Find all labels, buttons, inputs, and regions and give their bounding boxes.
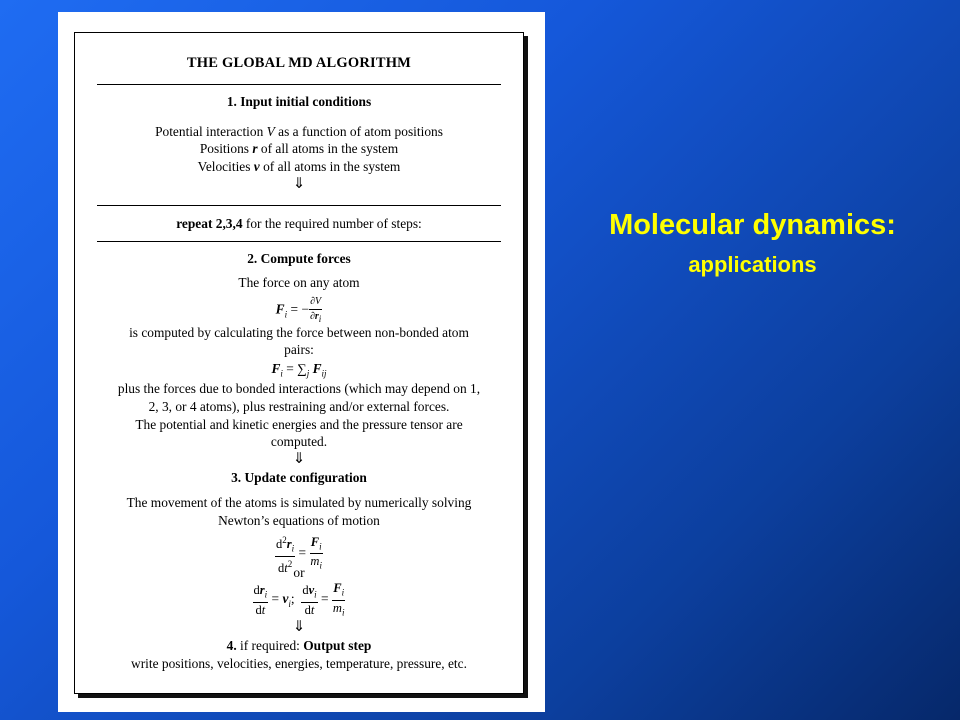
divider xyxy=(97,205,501,206)
repeat-line: repeat 2,3,4 for the required number of steps: xyxy=(176,216,422,231)
divider xyxy=(97,84,501,85)
step4-title: 4. if required: Output step xyxy=(226,638,372,653)
step2-text2b: 2, 3, or 4 atoms), plus restraining and/or external forces. xyxy=(148,399,450,414)
divider xyxy=(97,241,501,242)
step2-text2: plus the forces due to bonded interactions (which may depend on 1, xyxy=(117,381,481,396)
algorithm-heading: THE GLOBAL MD ALGORITHM xyxy=(186,55,412,71)
or-text: or xyxy=(293,565,305,580)
slide-subtitle: applications xyxy=(688,252,817,277)
step2-title: 2. Compute forces xyxy=(247,251,351,266)
step1-title: 1. Input initial conditions xyxy=(226,94,372,109)
step3-title: 3. Update configuration xyxy=(231,470,367,485)
down-arrow: ⇓ xyxy=(292,176,306,192)
algorithm-figure xyxy=(58,12,545,712)
step2-text3: The potential and kinetic energies and the pressure tensor are xyxy=(135,417,463,432)
step1-line-positions: Positions r of all atoms in the system xyxy=(199,141,399,156)
step1-line-potential: Potential interaction V as a function of atom positions xyxy=(155,124,443,139)
step2-text1b: pairs: xyxy=(284,342,314,357)
algorithm-box xyxy=(74,32,524,694)
step2-text1: is computed by calculating the force between non-bonded atom xyxy=(129,325,469,340)
pair-force-equation: $F_i = \sum_j$ $F_{ij}$ xyxy=(271,361,327,379)
slide-title-block xyxy=(545,208,960,280)
step3-text1: The movement of the atoms is simulated by numerically solving xyxy=(126,495,472,510)
down-arrow: ⇓ xyxy=(292,619,306,635)
step2-text3b: computed. xyxy=(270,434,328,449)
newton-equation: $\frac{d^2r_i}{dt^2}$ = $\frac{F_i}{m_i}$ xyxy=(276,534,322,575)
step2-intro: The force on any atom xyxy=(238,275,360,290)
force-gradient-equation: $F_i$ = − $\frac{\partial V}{\partial r_i}$ xyxy=(275,296,322,324)
step3-text1b: Newton’s equations of motion xyxy=(218,513,380,528)
velocity-equation: $\frac{dr_i}{dt}$ = $v_i$; $\frac{dv_i}{dt}$ = $\frac{F_i}{m_i}$ xyxy=(253,581,345,617)
step1-line-velocities: Velocities v of all atoms in the system xyxy=(197,159,401,174)
slide-title: Molecular dynamics: xyxy=(609,209,896,241)
down-arrow: ⇓ xyxy=(292,451,306,467)
step4-text: write positions, velocities, energies, temperature, pressure, etc. xyxy=(131,656,467,671)
